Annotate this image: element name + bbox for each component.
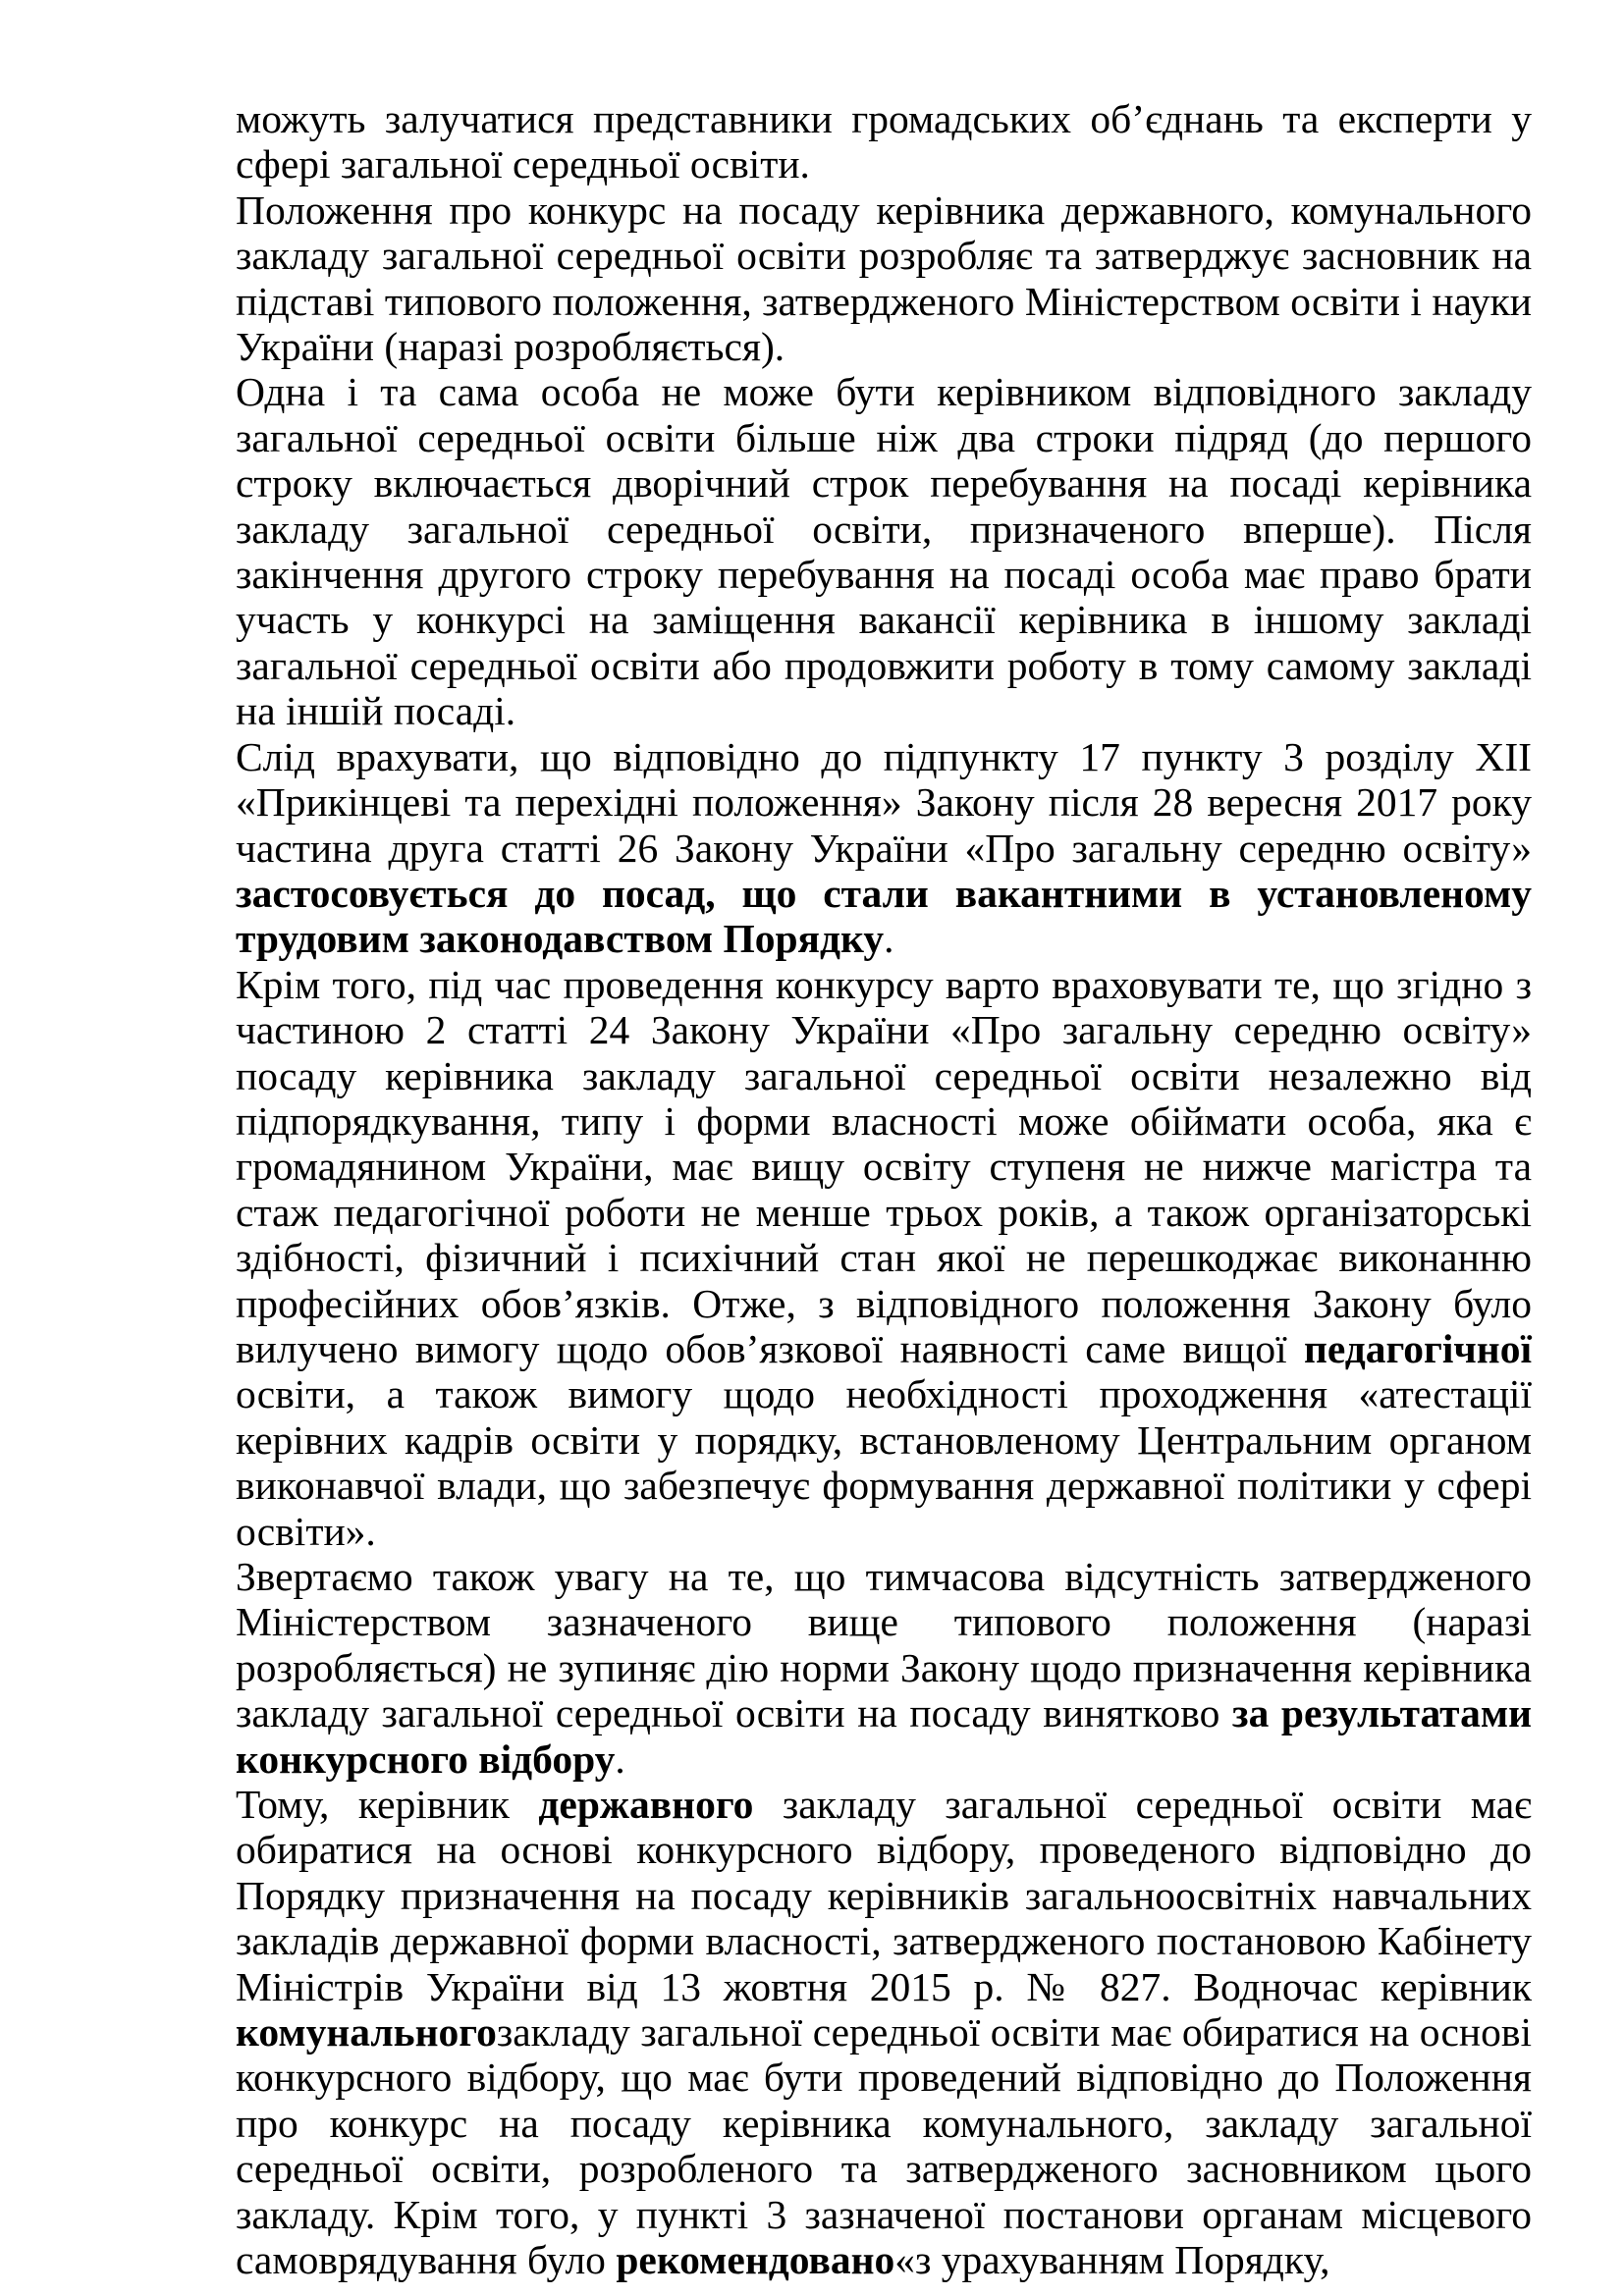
bold-text-run: педагогічної [1303, 1325, 1532, 1371]
paragraph [236, 96, 1532, 187]
paragraph [236, 369, 1532, 733]
text-run: Слід врахувати, що відповідно до підпункту 17 пункту 3 розділу XII «Прикінцеві та перехідні положення» Закону після 28 вересня 2017 року частина друга статті 26 Закону України «Про загальну середню освіту» [236, 733, 1532, 871]
text-run: Положення про конкурс на посаду керівника державного, комунального закладу загальної середньої освіти розробляє та затверджує засновник на підставі типового положення, затвердженого Міністерством освіти і науки України (наразі розробляється). [236, 187, 1532, 370]
text-run: Звертаємо також увагу на те, що тимчасова відсутність затвердженого Міністерством зазначеного вище типового положення (наразі розробляється) не зупиняє дію норми Закону щодо призначення керівника закладу загальної середньої освіти на посаду винятково [236, 1554, 1532, 1736]
text-run: закладу загальної середньої освіти має обиратися на основі конкурсного відбору, що має бути проведений відповідно до Положення про конкурс на посаду керівника комунального, закладу загальної середньої освіти, розробленого та затвердженого засновником цього закладу. Крім того, у пункті 3 зазначеної постанови органам місцевого самоврядування було [236, 2009, 1532, 2283]
text-run: . [884, 916, 894, 962]
paragraph [236, 962, 1532, 1554]
bold-text-run: за результатами конкурсного відбору [236, 1690, 1532, 1782]
bold-text-run: рекомендовано [616, 2237, 895, 2283]
text-run: «з урахуванням Порядку, [894, 2237, 1330, 2283]
paragraph [236, 1782, 1532, 2282]
text-run: Тому, керівник [236, 1782, 539, 1828]
text-run: закладу загальної середньої освіти має обиратися на основі конкурсного відбору, проведеного відповідно до Порядку призначення на посаду керівників загальноосвітніх навчальних закладів державної форми власності, затвердженого постановою Кабінету Міністрів України від 13 жовтня 2015 р. № 827. Водночас керівник [236, 1782, 1532, 2009]
paragraph [236, 734, 1532, 962]
paragraph [236, 187, 1532, 370]
text-run: Крім того, під час проведення конкурсу варто враховувати те, що згідно з частиною 2 статті 24 Закону України «Про загальну середню освіту» посаду керівника закладу загальної середньої освіти незалежно від підпорядкування, типу і форми власності може обіймати особа, яка є громадянином України, має вищу освіту ступеня не нижче магістра та стаж педагогічної роботи не менше трьох років, а також організаторські здібності, фізичний і психічний стан якої не перешкоджає виконанню професійних обов’язків. Отже, з відповідного положення Закону було вилучено вимогу щодо обов’язкової наявності саме вищої [236, 961, 1532, 1371]
document-page [236, 96, 1532, 2283]
bold-text-run: застосовується до посад, що стали вакантними в установленому трудовим законодавством Порядку [236, 870, 1532, 962]
text-run: . [615, 1735, 625, 1782]
paragraph [236, 1554, 1532, 1782]
text-run: Одна і та сама особа не може бути керівником відповідного закладу загальної середньої освіти більше ніж два строки підряд (до першого строку включається дворічний строк перебування на посаді керівника закладу загальної середньої освіти, призначеного вперше). Після закінчення другого строку перебування на посаді особа має право брати участь у конкурсі на заміщення вакансії керівника в іншому закладі загальної середньої освіти або продовжити роботу в тому самому закладі на іншій посаді. [236, 369, 1532, 734]
text-run: освіти, а також вимогу щодо необхідності проходження «атестації керівних кадрів освіти у порядку, встановленому Центральним органом виконавчої влади, що забезпечує формування державної політики у сфері освіти». [236, 1371, 1532, 1554]
bold-text-run: державного [538, 1782, 754, 1828]
text-run: можуть залучатися представники громадських об’єднань та експерти у сфері загальної середньої освіти. [236, 96, 1532, 187]
bold-text-run: комунального [236, 2009, 497, 2056]
